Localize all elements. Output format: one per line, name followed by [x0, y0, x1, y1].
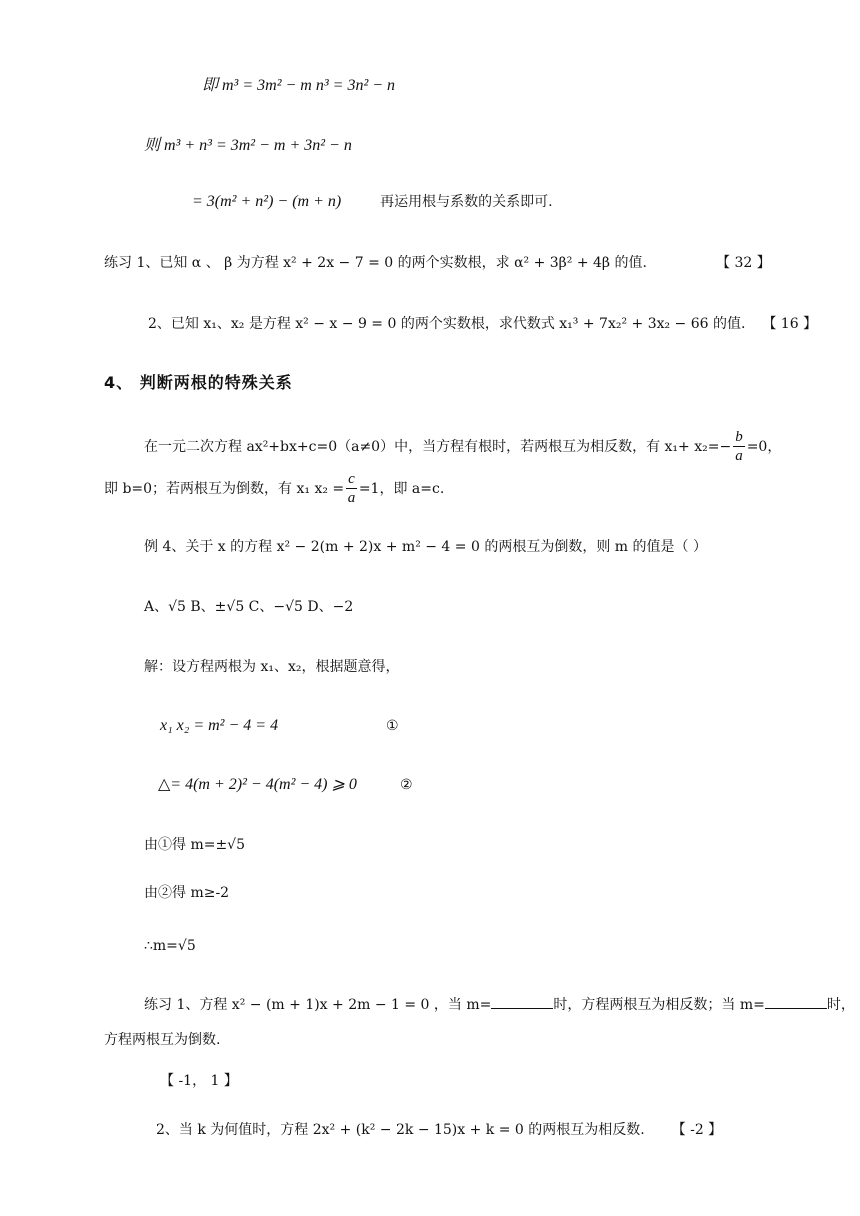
- result-2: 由②得 m≥-2: [144, 885, 230, 901]
- line-regroup: = 3(m² + n²) − (m + n) 再运用根与系数的关系即可.: [192, 193, 553, 210]
- solution-intro: 解：设方程两根为 x₁、x₂，根据题意得，: [144, 659, 400, 675]
- equation-2-marker: ②: [400, 777, 413, 793]
- paragraph-reciprocal-roots: 即 b=0；若两根互为倒数，有 x₁ x₂ = $\frac{c}{a}$ =1，即 a=c.: [104, 471, 445, 506]
- result-1: 由①得 m=±√5: [144, 837, 246, 853]
- line-sum-of-cubes: 则 m³ + n³ = 3m² − m + 3n² − n: [144, 137, 352, 154]
- example-4-options: A、√5 B、±√5 C、−√5 D、−2: [144, 599, 354, 615]
- answer-blank-2[interactable]: [765, 994, 827, 1009]
- equation-1: x₁ x₂ = m² − 4 = 4: [160, 717, 279, 734]
- paragraph-opposite-roots: 在一元二次方程 ax²+bx+c=0（a≠0）中，当方程有根时，若两根互为相反数，有 x₁+ x₂=− $\frac{b}{a}$ =0，: [144, 429, 782, 464]
- exercise-1: 练习 1、已知 α 、 β 为方程 x² + 2x − 7 = 0 的两个实数根，求 α² + 3β² + 4β 的值.: [104, 255, 647, 271]
- fraction-c-over-a: $\frac{c}{a}$: [347, 471, 356, 506]
- example-4-question: 例 4、关于 x 的方程 x² − 2(m + 2)x + m² − 4 = 0 的两根互为倒数，则 m 的值是（ ）: [144, 539, 707, 555]
- line-m-n-cubes: 即 m³ = 3m² − m n³ = 3n² − n: [202, 77, 396, 94]
- practice-1: 练习 1、方程 x² − (m + 1)x + 2m − 1 = 0 ，当 m= 时，方程两根互为相反数；当 m= 时，: [144, 994, 855, 1015]
- equation-2: △= 4(m + 2)² − 4(m² − 4) ⩾ 0: [158, 776, 357, 793]
- practice-1-answer: 【 -1， 1 】: [160, 1073, 238, 1089]
- practice-2: 2、当 k 为何值时，方程 2x² + (k² − 2k − 15)x + k = 0 的两根互为相反数. 【 -2 】: [156, 1122, 723, 1138]
- exercise-1-answer: 【 32 】: [716, 255, 771, 271]
- answer-blank-1[interactable]: [491, 994, 553, 1009]
- exercise-2-answer: 【 16 】: [762, 316, 818, 332]
- result-3: ∴m=√5: [144, 938, 196, 954]
- practice-1-continued: 方程两根互为倒数.: [104, 1032, 221, 1048]
- note-text: 再运用根与系数的关系即可.: [380, 194, 553, 210]
- equation-1-marker: ①: [386, 718, 399, 734]
- exercise-2: 2、已知 x₁、x₂ 是方程 x² − x − 9 = 0 的两个实数根，求代数式 x₁³ + 7x₂² + 3x₂ − 66 的值. 【 16 】: [148, 316, 818, 332]
- fraction-b-over-a: $\frac{b}{a}$: [735, 429, 743, 464]
- practice-2-answer: 【 -2 】: [671, 1122, 723, 1138]
- section-heading: 4、 判断两根的特殊关系: [104, 373, 293, 392]
